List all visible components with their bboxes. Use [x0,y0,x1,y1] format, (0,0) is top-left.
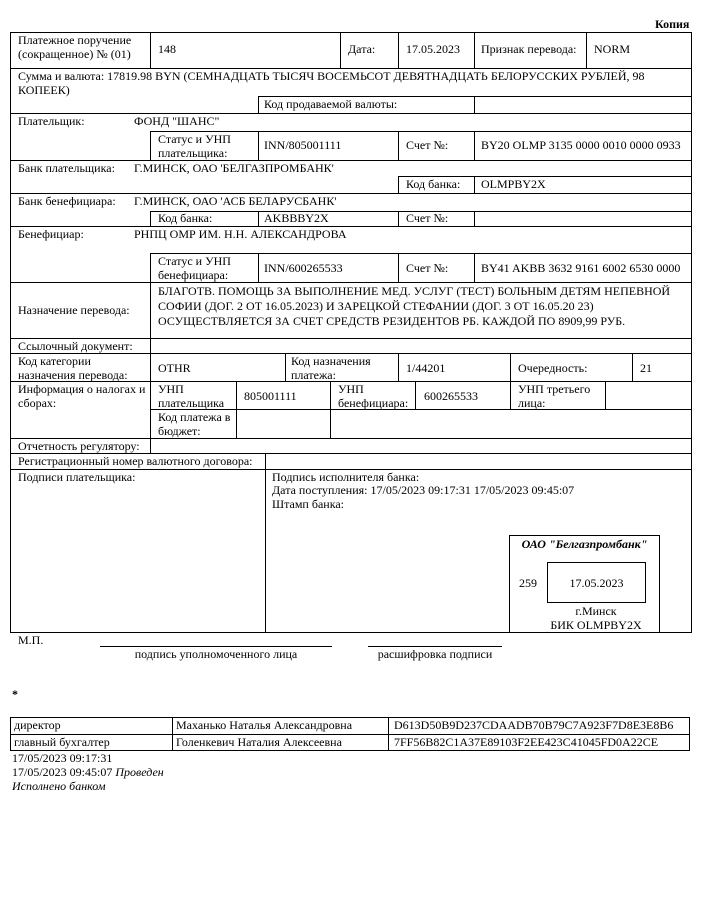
stamp-label: Штамп банка: [272,497,344,511]
beneficiary-status-label: Статус и УНП бенефициара: [158,254,231,282]
amount-text: Сумма и валюта: 17819.98 BYN (СЕМНАДЦАТЬ ТЫСЯЧ ВОСЕМЬСОТ ДЕВЯТНАДЦАТЬ БЕЛОРУССКИХ РУБЛЕЙ, 98 КОПЕЕК) [18,69,645,97]
signer-name: Голенкевич Наталия Алексеевна [176,735,342,749]
payer-bank-label: Банк плательщика: [18,161,115,175]
stamp-number: 259 [519,576,537,590]
payer-bank-code-label: Код банка: [406,177,461,191]
taxes-label: Информация о налогах и сборах: [18,382,146,410]
regulator-label: Отчетность регулятору: [18,439,140,453]
purpose-label: Назначение перевода: [18,303,130,317]
payer-bank-name: Г.МИНСК, ОАО 'БЕЛГАЗПРОМБАНК' [134,161,334,175]
payer-status-label: Статус и УНП плательщика: [158,132,231,160]
order-date: 17.05.2023 [406,42,460,56]
copy-label: Копия [655,17,690,31]
payer-bank-code: OLMPBY2X [481,177,546,191]
purpose-code-label: Код назначения платежа: [291,354,371,382]
signer-hash: 7FF56B82C1A37E89103F2EE423C41045FD0A22CE [394,735,659,749]
benef-unp-label: УНП бенефициара: [338,382,409,410]
log-line-3: Исполнено банком [12,779,106,793]
payer-status-value: INN/805001111 [264,138,342,152]
payer-label: Плательщик: [18,114,85,128]
benef-bank-name: Г.МИНСК, ОАО 'АСБ БЕЛАРУСБАНК' [134,194,337,208]
mp-label: М.П. [18,633,44,647]
reference-label: Ссылочный документ: [18,339,133,353]
benef-unp: 600265533 [424,389,478,403]
log-line-1: 17/05/2023 09:17:31 [12,751,113,765]
decode-caption: расшифровка подписи [377,647,493,661]
beneficiary-name: РНПЦ ОМР ИМ. Н.Н. АЛЕКСАНДРОВА [134,227,347,241]
payer-unp: 805001111 [244,389,297,403]
signer-hash: D613D50B9D237CDAADB70B79C7A923F7D8E3E8B6 [394,718,674,732]
payer-account-label: Счет №: [406,138,449,152]
purpose-text: БЛАГОТВ. ПОМОЩЬ ЗА ВЫПОЛНЕНИЕ МЕД. УСЛУГ (ТЕСТ) БОЛЬНЫМ ДЕТЯМ НЕПЕВНОЙ СОФИИ (ДОГ. 2 ОТ 16.05.2023) И ЗАРЕЦКОЙ СТЕФАНИИ (ДОГ. 3 ОТ 16.05.20 23) ОСУЩЕСТВЛЯЕТСЯ ЗА СЧЕТ СРЕДСТВ РЕЗИДЕНТОВ РБ. КАЖДОЙ ПО 8909,99 РУБ. [158,284,671,328]
log-line-2-time: 17/05/2023 09:45:07 [12,765,113,779]
category-value: OTHR [158,361,191,375]
beneficiary-account: BY41 AKBB 3632 9161 6002 6530 0000 [481,261,681,275]
priority-label: Очередность: [518,361,588,375]
priority-value: 21 [640,361,652,375]
payer-unp-label: УНП плательщика [158,382,225,410]
stamp-bank-name: ОАО "Белгазпромбанк" [521,537,648,551]
date-label: Дата: [348,42,376,56]
benef-bank-account-label: Счет №: [406,211,449,225]
receipt-date-label: Дата поступления: 17/05/2023 09:17:31 17/05/2023 09:45:07 [272,483,575,497]
signature-caption: подпись уполномоченного лица [134,647,298,661]
signer-role: главный бухгалтер [14,735,110,749]
signer-role: директор [14,718,61,732]
benef-bank-code: AKBBBY2X [264,211,329,225]
sold-currency-label: Код продаваемой валюты: [264,97,398,111]
order-label: Платежное поручение (сокращенное) № (01) [18,33,132,61]
benef-bank-code-label: Код банка: [158,211,213,225]
benef-bank-label: Банк бенефициара: [18,194,116,208]
beneficiary-status-value: INN/600265533 [264,261,343,275]
signer-name: Маханько Наталья Александровна [176,718,353,732]
third-unp-label: УНП третьего лица: [518,382,591,410]
asterisk: * [12,687,18,701]
stamp-city: г.Минск [575,604,617,618]
payer-signatures-label: Подписи плательщика: [18,470,136,484]
transfer-sign: NORM [594,42,631,56]
beneficiary-account-label: Счет №: [406,261,449,275]
purpose-code: 1/44201 [406,361,446,375]
budget-code-label: Код платежа в бюджет: [158,410,231,438]
bank-signature-label: Подпись исполнителя банка: [272,470,420,484]
log-line-2-status: Проведен [115,765,164,779]
log-line-2 [12,766,164,780]
transfer-sign-label: Признак перевода: [481,42,577,56]
contract-label: Регистрационный номер валютного договора: [18,454,253,468]
beneficiary-label: Бенефициар: [18,227,84,241]
stamp-date: 17.05.2023 [569,576,624,590]
order-number: 148 [158,42,176,56]
category-label: Код категории назначения перевода: [18,354,128,382]
stamp-bik: БИК OLMPBY2X [550,618,642,632]
payer-name: ФОНД "ШАНС" [134,114,220,128]
payer-account: BY20 OLMP 3135 0000 0010 0000 0933 [481,138,681,152]
